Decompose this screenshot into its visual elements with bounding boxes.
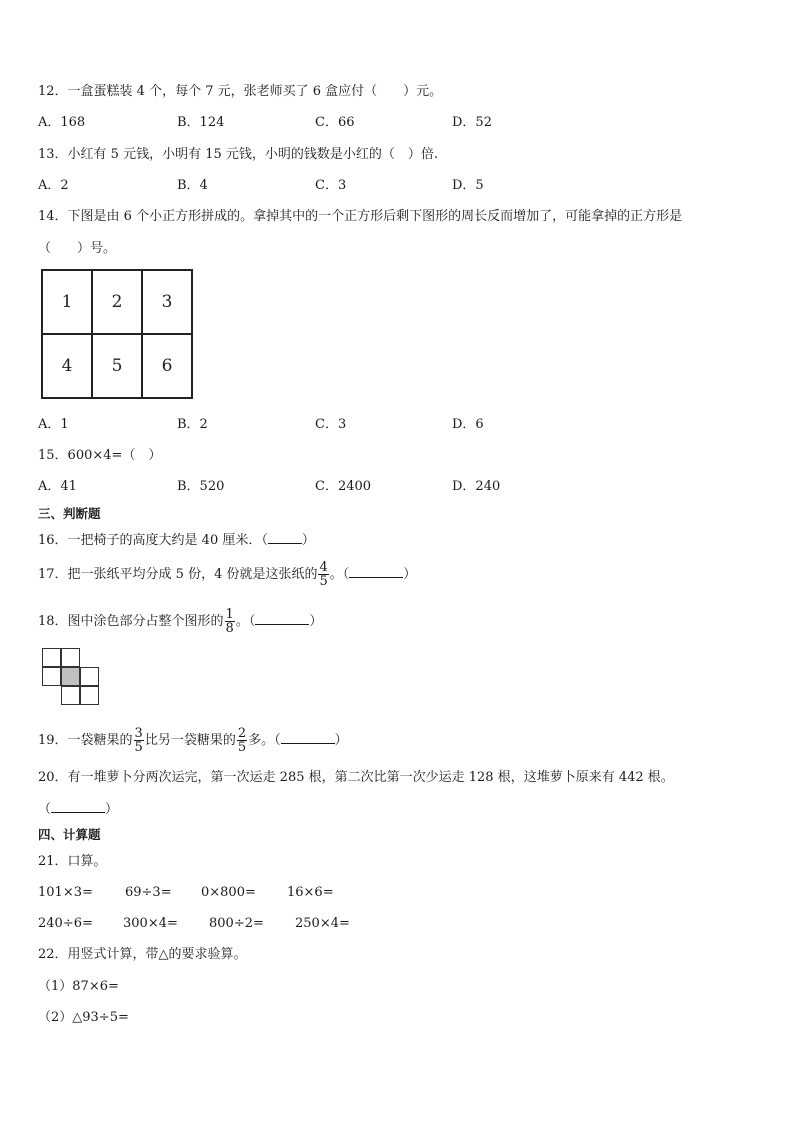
- question-13: 13．小红有 5 元钱，小明有 15 元钱，小明的钱数是小红的（ ）倍.: [38, 147, 439, 162]
- q18-after: 。（: [235, 614, 256, 629]
- q13-option-a: A．2: [38, 178, 69, 193]
- q15-option-a: A．41: [38, 479, 77, 494]
- section-3-title: 三、判断题: [38, 506, 101, 521]
- q22-sub-2: （2）△93÷5=: [38, 1010, 129, 1025]
- q20-answer-blank[interactable]: [51, 800, 105, 813]
- calc-item: 16×6=: [287, 885, 334, 900]
- square-5: 5: [92, 334, 142, 398]
- q13-option-d: D．5: [452, 178, 484, 193]
- figure-square: [80, 667, 99, 686]
- q19-middle: 比另一袋糖果的: [144, 733, 236, 748]
- q19-fraction-2-numerator: 2: [237, 726, 247, 741]
- q16-close: ）: [301, 533, 315, 548]
- q17-fraction-denominator: 5: [319, 574, 328, 589]
- q20-close: ）: [105, 802, 119, 817]
- q19-fraction-1-denominator: 5: [134, 740, 143, 755]
- q17-text: 17．把一张纸平均分成 5 份，4 份就是这张纸的: [38, 567, 318, 582]
- q12-option-a: A．168: [38, 115, 86, 130]
- q18-answer-blank[interactable]: [255, 612, 309, 625]
- q14-option-c: C．3: [315, 417, 347, 432]
- q19-fraction-1-numerator: 3: [134, 726, 143, 741]
- q18-fraction-numerator: 1: [225, 607, 234, 622]
- question-17: [38, 560, 416, 590]
- question-14-line1: 14．下图是由 6 个小正方形拼成的。拿掉其中的一个正方形后剩下图形的周长反而增加了，可能拿掉的正方形是: [38, 209, 683, 224]
- q19-text: 19．一袋糖果的: [38, 733, 133, 748]
- q14-option-d: D．6: [452, 417, 484, 432]
- figure-square: [80, 686, 99, 705]
- question-14-line2: （ ）号。: [38, 241, 117, 256]
- calc-item: 300×4=: [123, 916, 178, 931]
- question-20-answer: [38, 800, 118, 819]
- calc-item: 69÷3=: [125, 885, 172, 900]
- q18-text: 18．图中涂色部分占整个图形的: [38, 614, 224, 629]
- q18-fraction: [225, 608, 235, 635]
- q12-option-c: C．66: [315, 115, 355, 130]
- calc-item: 240÷6=: [38, 916, 93, 931]
- question-12: 12．一盒蛋糕装 4 个，每个 7 元，张老师买了 6 盒应付（ ）元。: [38, 84, 443, 99]
- figure-square-shaded: [61, 667, 80, 686]
- calc-item: 250×4=: [295, 916, 350, 931]
- q16-answer-blank[interactable]: [268, 531, 302, 544]
- q17-fraction: [318, 561, 328, 588]
- square-6: 6: [142, 334, 192, 398]
- question-20: 20．有一堆萝卜分两次运完，第一次运走 285 根，第二次比第一次少运走 128 根，这堆萝卜原来有 442 根。: [38, 770, 674, 785]
- figure-square: [61, 648, 80, 667]
- calc-item: 101×3=: [38, 885, 93, 900]
- q17-answer-blank[interactable]: [349, 565, 403, 578]
- q22-sub-1: （1）87×6=: [38, 979, 119, 994]
- q17-fraction-numerator: 4: [319, 560, 328, 575]
- q19-fraction-1: [134, 727, 144, 754]
- square-3: 3: [142, 270, 192, 334]
- figure-square: [42, 648, 61, 667]
- q12-option-b: B．124: [177, 115, 225, 130]
- square-4: 4: [42, 334, 92, 398]
- square-1: 1: [42, 270, 92, 334]
- six-square-figure: [41, 269, 193, 399]
- q20-open: （: [38, 802, 52, 817]
- q18-fraction-denominator: 8: [225, 621, 234, 636]
- question-21: 21．口算。: [38, 854, 107, 869]
- question-19: [38, 726, 348, 756]
- calc-item: 800÷2=: [209, 916, 264, 931]
- q18-close: ）: [309, 614, 323, 629]
- q14-option-b: B．2: [177, 417, 208, 432]
- q13-option-b: B．4: [177, 178, 208, 193]
- q19-fraction-2: [237, 727, 247, 754]
- q19-close: ）: [334, 733, 348, 748]
- shaded-squares-figure: [42, 648, 102, 708]
- q12-option-d: D．52: [452, 115, 492, 130]
- figure-square: [42, 667, 61, 686]
- square-2: 2: [92, 270, 142, 334]
- question-15: 15．600×4=（ ）: [38, 448, 162, 463]
- q19-answer-blank[interactable]: [281, 731, 335, 744]
- q19-fraction-2-denominator: 5: [237, 740, 247, 755]
- q15-option-b: B．520: [177, 479, 225, 494]
- question-18: [38, 607, 322, 637]
- q15-option-c: C．2400: [315, 479, 372, 494]
- q17-close: ）: [403, 567, 417, 582]
- q19-after: 多。（: [248, 733, 281, 748]
- section-4-title: 四、计算题: [38, 827, 101, 842]
- figure-square: [61, 686, 80, 705]
- q14-option-a: A．1: [38, 417, 69, 432]
- q16-text: 16．一把椅子的高度大约是 40 厘米．（: [38, 533, 268, 548]
- question-16: [38, 531, 315, 550]
- q17-after: 。（: [329, 567, 350, 582]
- question-22: 22．用竖式计算，带△的要求验算。: [38, 947, 247, 962]
- q13-option-c: C．3: [315, 178, 347, 193]
- q15-option-d: D．240: [452, 479, 501, 494]
- calc-item: 0×800=: [201, 885, 256, 900]
